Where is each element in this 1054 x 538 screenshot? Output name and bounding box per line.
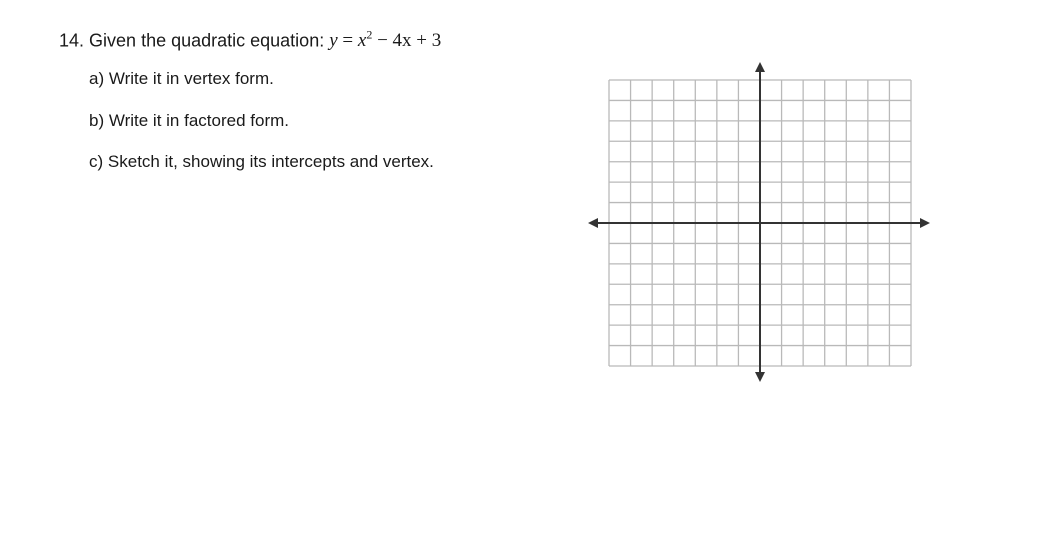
part-a-label: a) bbox=[89, 69, 105, 88]
equation-exponent: 2 bbox=[366, 28, 373, 42]
x-axis-left-arrow-icon bbox=[588, 218, 598, 228]
question-prompt: Given the quadratic equation: bbox=[89, 30, 325, 51]
equation-lhs: y bbox=[329, 30, 338, 52]
part-b-label: b) bbox=[89, 111, 105, 130]
y-axis-down-arrow-icon bbox=[755, 372, 765, 382]
part-a-text: Write it in vertex form. bbox=[108, 69, 274, 88]
part-b-text: Write it in factored form. bbox=[108, 111, 289, 130]
equation-x: x bbox=[357, 30, 367, 52]
part-c-text: Sketch it, showing its intercepts and vertex. bbox=[107, 152, 434, 171]
part-c-label: c) bbox=[89, 152, 104, 171]
equation-rest: − 4x + 3 bbox=[377, 30, 442, 52]
y-axis-up-arrow-icon bbox=[755, 62, 765, 72]
question-number: 14. bbox=[59, 30, 85, 51]
x-axis-right-arrow-icon bbox=[920, 218, 930, 228]
equation-equals: = bbox=[342, 30, 354, 52]
